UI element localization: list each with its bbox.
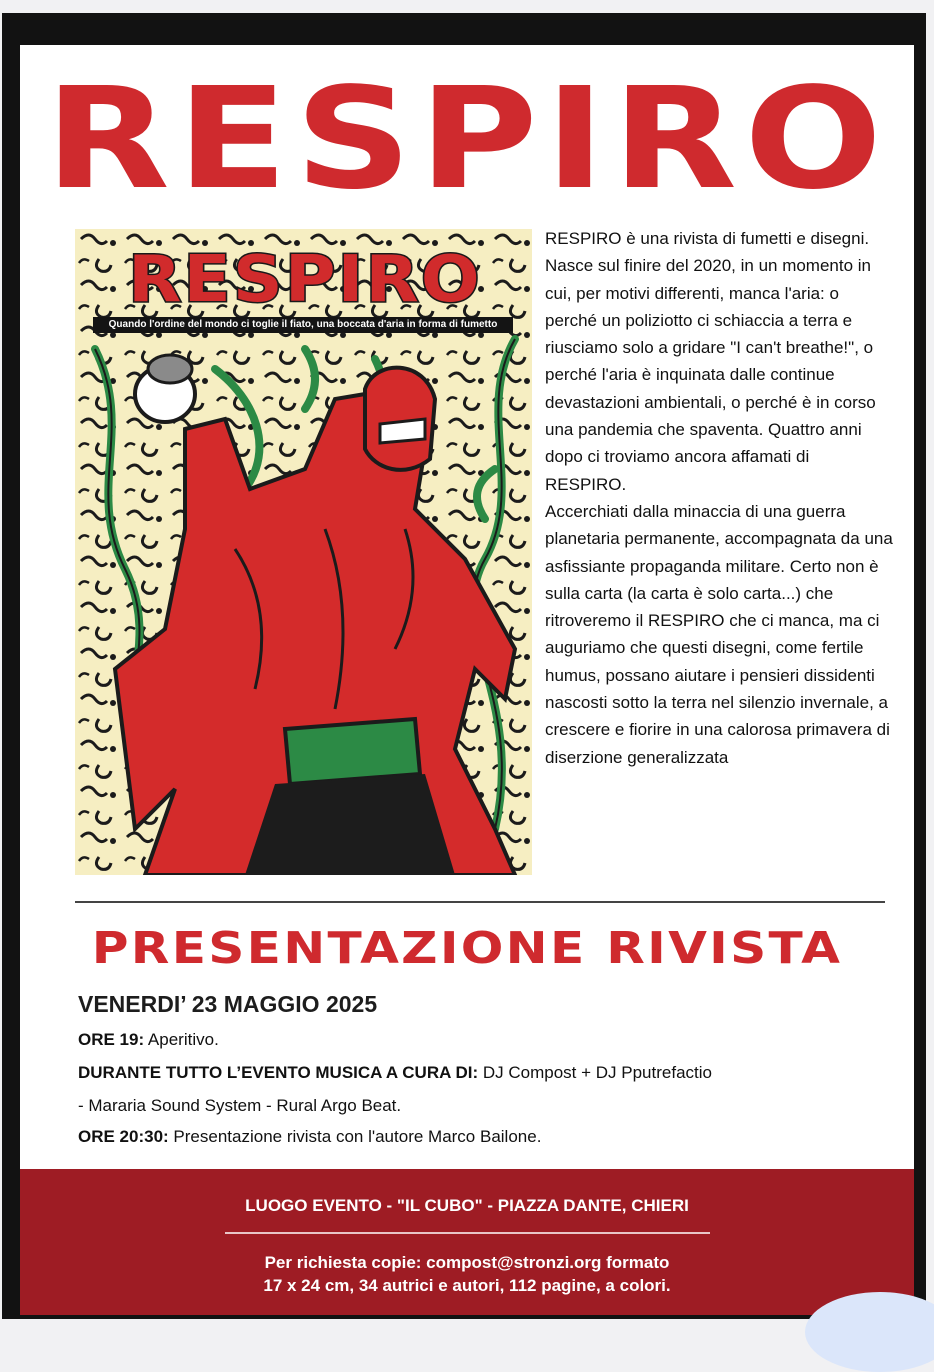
description-paragraph: Accerchiati dalla minaccia di una guerra planetaria permanente, accompagnata da una asfissiante propaganda militare. Certo non è sulla carta (la carta è solo carta...) che ritroveremo il RESPIRO che ci manca, ma ci auguriamo che questi disegni, come fertile humus, possano aiutare i pensieri dissidenti nascosti sotto la terra nel silenzio invernale, a crescere e fiorire in una calorosa primavera di diserzione generalizzata	[545, 501, 893, 767]
copies-info-line: 17 x 24 cm, 34 autrici e autori, 112 pagine, a colori.	[263, 1276, 671, 1295]
footer-band	[20, 1169, 914, 1315]
schedule-text: DJ Compost + DJ Pputrefactio	[478, 1063, 712, 1082]
description-paragraph: Nasce sul finire del 2020, in un momento in cui, per motivi differenti, manca l'aria: o perché un poliziotto ci schiaccia a terra e riusciamo solo a gridare "I can't breathe!", o perché l'aria è inquinata dalle continue devastazioni ambientali, o perché è in corso una pandemia che spaventa. Quattro anni dopo ci troviamo ancora affamati di RESPIRO.	[545, 256, 876, 494]
copies-info	[20, 1251, 914, 1297]
schedule-text: Presentazione rivista con l'autore Marco Bailone.	[168, 1127, 542, 1146]
description-paragraph: RESPIRO è una rivista di fumetti e disegni.	[545, 229, 870, 248]
cover-tagline: Quando l'ordine del mondo ci toglie il fiato, una boccata d'aria in forma di fumetto	[93, 317, 513, 333]
event-heading: PRESENTAZIONE RIVISTA	[91, 923, 843, 974]
schedule-line	[78, 1029, 219, 1051]
schedule-label: ORE 20:30:	[78, 1127, 169, 1146]
schedule-line	[78, 1095, 401, 1117]
event-date: VENERDI’ 23 MAGGIO 2025	[78, 991, 378, 1017]
poster-frame	[2, 13, 926, 1319]
magazine-cover-image	[75, 229, 532, 875]
schedule-text: Aperitivo.	[144, 1030, 219, 1049]
copies-info-line: Per richiesta copie: compost@stronzi.org formato	[264, 1253, 670, 1272]
viewer-overlay-bubble[interactable]	[805, 1292, 934, 1372]
poster-title: RESPIRO	[44, 58, 890, 221]
schedule-text: - Mararia Sound System - Rural Argo Beat.	[78, 1096, 402, 1115]
schedule-label: ORE 19:	[78, 1030, 145, 1049]
schedule-label: DURANTE TUTTO L’EVENTO MUSICA A CURA DI:	[78, 1063, 479, 1082]
poster-page	[20, 45, 914, 1315]
schedule-line	[78, 1126, 541, 1148]
description-text	[545, 225, 895, 771]
footer-divider	[225, 1232, 710, 1234]
event-location: LUOGO EVENTO - "IL CUBO" - PIAZZA DANTE, CHIERI	[245, 1196, 689, 1215]
schedule-line	[78, 1062, 712, 1084]
divider	[75, 901, 885, 903]
cover-title: RESPIRO	[128, 243, 482, 317]
